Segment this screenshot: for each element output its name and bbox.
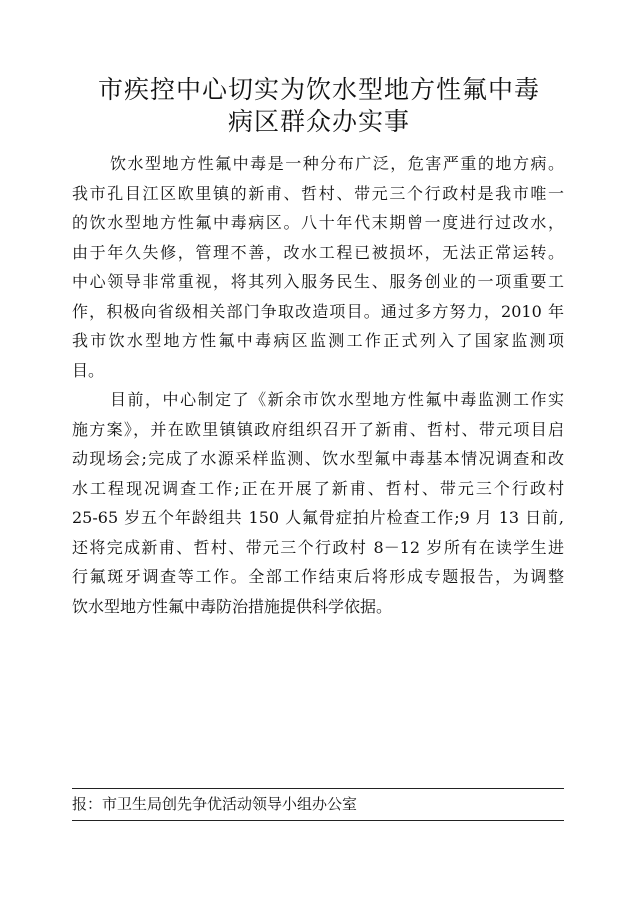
- paragraph-1-line-7: 我市饮水型地方性氟中毒病区监测工作正式列入了国家监测项: [72, 331, 564, 350]
- paragraph-2-line-5: 25-65 岁五个年龄组共 150 人氟骨症拍片检查工作;9 月 13 日前,: [72, 508, 564, 527]
- paragraph-1-line-3: 的饮水型地方性氟中毒病区。八十年代末期曾一度进行过改水，: [72, 213, 564, 232]
- paragraph-1-line-8: 目。: [72, 360, 105, 380]
- paragraph-1-line-4: 由于年久失修，管理不善，改水工程已被损坏，无法正常运转。: [72, 242, 564, 262]
- title-line-2: 病区群众办实事: [227, 107, 410, 136]
- footer-rule-bottom: [72, 820, 564, 821]
- paragraph-1: [72, 149, 564, 385]
- paragraph-2-line-2: 施方案》，并在欧里镇镇政府组织召开了新甫、哲村、带元项目启: [72, 419, 564, 439]
- paragraph-1-line-6: 作，积极向省级相关部门争取改造项目。通过多方努力，2010 年: [72, 301, 564, 321]
- paragraph-2: [72, 385, 564, 621]
- paragraph-2-line-4: 水工程现况调查工作;正在开展了新甫、哲村、带元三个行政村: [72, 478, 564, 498]
- paragraph-1-line-5: 中心领导非常重视，将其列入服务民生、服务创业的一项重要工: [72, 272, 564, 291]
- paragraph-2-line-1: 目前，中心制定了《新余市饮水型地方性氟中毒监测工作实: [110, 390, 564, 409]
- paragraph-2-line-6: 还将完成新甫、哲村、带元三个行政村 8－12 岁所有在读学生进: [72, 537, 564, 557]
- title-line-1: 市疾控中心切实为饮水型地方性氟中毒: [97, 75, 540, 104]
- footer-rule-top: [72, 788, 564, 789]
- paragraph-2-line-7: 行氟斑牙调查等工作。全部工作结束后将形成专题报告，为调整: [72, 567, 564, 586]
- paragraph-2-line-3: 动现场会;完成了水源采样监测、饮水型氟中毒基本情况调查和改: [72, 449, 564, 468]
- document-title: [0, 74, 638, 138]
- document-body: [72, 149, 564, 621]
- distribution-note: 报：市卫生局创先争优活动领导小组办公室: [72, 795, 358, 813]
- paragraph-1-line-1: 饮水型地方性氟中毒是一种分布广泛，危害严重的地方病。: [110, 154, 564, 173]
- paragraph-1-line-2: 我市孔目江区欧里镇的新甫、哲村、带元三个行政村是我市唯一: [72, 183, 564, 203]
- paragraph-2-line-8: 饮水型地方性氟中毒防治措施提供科学依据。: [72, 596, 393, 616]
